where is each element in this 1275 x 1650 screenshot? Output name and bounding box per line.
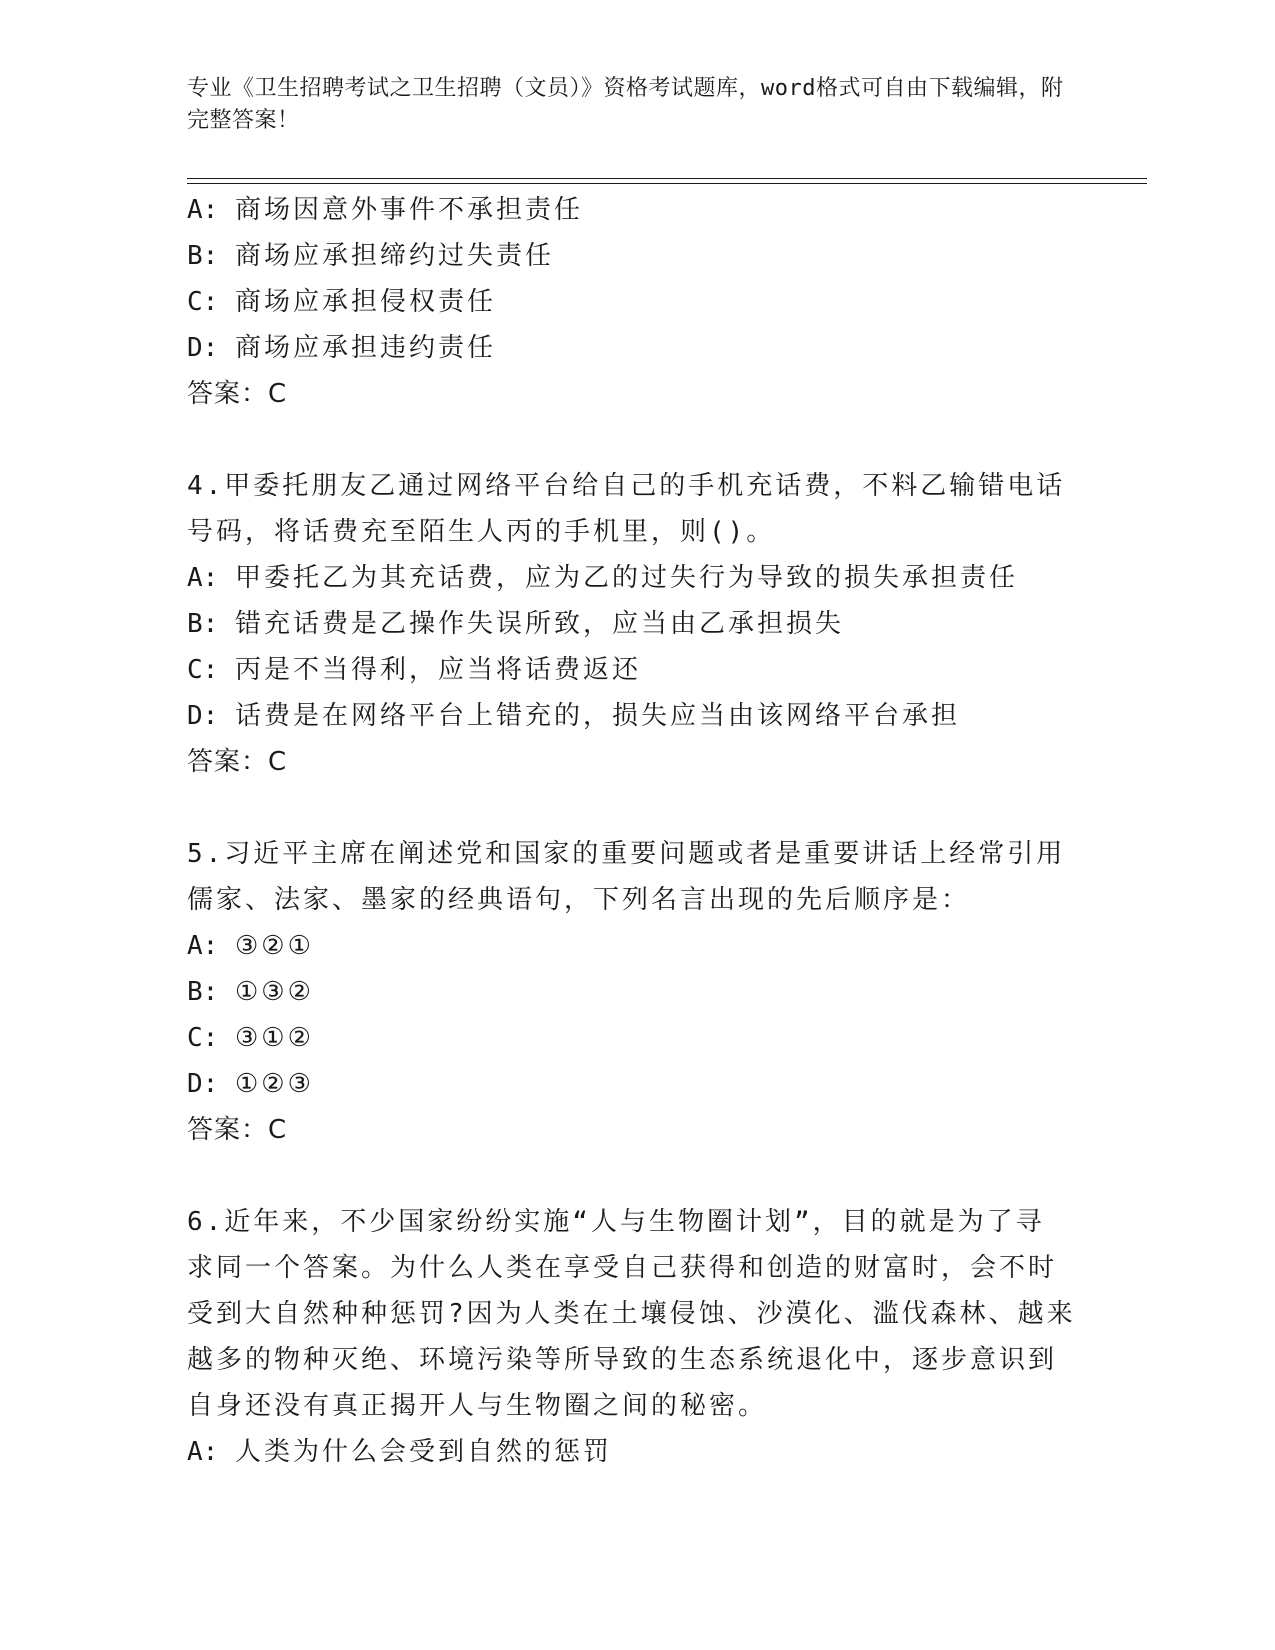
option-d bbox=[187, 325, 1087, 371]
question-text: 4.甲委托朋友乙通过网络平台给自己的手机充话费，不料乙输错电话 bbox=[187, 471, 1066, 501]
option-text: 商场应承担侵权责任 bbox=[235, 287, 497, 317]
document-header: 专业《卫生招聘考试之卫生招聘（文员）》资格考试题库，word格式可自由下载编辑，附完整答案！ bbox=[187, 76, 1064, 133]
option-text: 商场应承担缔约过失责任 bbox=[235, 241, 555, 271]
option-label: A: bbox=[187, 931, 219, 961]
option-a bbox=[187, 555, 1087, 601]
option-text: 错充话费是乙操作失误所致，应当由乙承担损失 bbox=[235, 609, 845, 639]
option-text: 人类为什么会受到自然的惩罚 bbox=[235, 1437, 613, 1467]
option-label: C: bbox=[187, 287, 219, 317]
header-rule-top bbox=[187, 178, 1147, 179]
option-c bbox=[187, 1015, 1087, 1061]
option-a bbox=[187, 923, 1087, 969]
option-text: ①③② bbox=[235, 977, 314, 1007]
option-d bbox=[187, 1061, 1087, 1107]
option-text: ①②③ bbox=[235, 1069, 314, 1099]
question-text: 号码，将话费充至陌生人丙的手机里，则()。 bbox=[187, 517, 776, 547]
option-label: A: bbox=[187, 195, 219, 225]
option-b bbox=[187, 969, 1087, 1015]
option-label: A: bbox=[187, 563, 219, 593]
option-label: B: bbox=[187, 977, 219, 1007]
question-text: 自身还没有真正揭开人与生物圈之间的秘密。 bbox=[187, 1391, 768, 1421]
option-text: 商场因意外事件不承担责任 bbox=[235, 195, 584, 225]
option-label: D: bbox=[187, 333, 219, 363]
option-text: ③①② bbox=[235, 1023, 314, 1053]
answer: 答案：C bbox=[187, 379, 288, 409]
question-text: 儒家、法家、墨家的经典语句，下列名言出现的先后顺序是： bbox=[187, 885, 971, 915]
option-text: 话费是在网络平台上错充的，损失应当由该网络平台承担 bbox=[235, 701, 961, 731]
option-a bbox=[187, 187, 1087, 233]
question-text: 受到大自然种种惩罚?因为人类在土壤侵蚀、沙漠化、滥伐森林、越来 bbox=[187, 1299, 1076, 1329]
option-c bbox=[187, 279, 1087, 325]
option-text: ③②① bbox=[235, 931, 314, 961]
option-d bbox=[187, 693, 1087, 739]
spacer bbox=[187, 417, 1087, 463]
option-text: 甲委托乙为其充话费，应为乙的过失行为导致的损失承担责任 bbox=[235, 563, 1019, 593]
question-text: 5.习近平主席在阐述党和国家的重要问题或者是重要讲话上经常引用 bbox=[187, 839, 1066, 869]
answer: 答案：C bbox=[187, 747, 288, 777]
option-text: 商场应承担违约责任 bbox=[235, 333, 497, 363]
question-5 bbox=[187, 831, 1087, 1153]
header-rule-bottom bbox=[187, 183, 1147, 184]
spacer bbox=[187, 1153, 1087, 1199]
option-b bbox=[187, 233, 1087, 279]
question-4 bbox=[187, 463, 1087, 785]
option-label: A: bbox=[187, 1437, 219, 1467]
option-a bbox=[187, 1429, 1087, 1475]
option-text: 丙是不当得利，应当将话费返还 bbox=[235, 655, 642, 685]
option-label: B: bbox=[187, 609, 219, 639]
option-label: B: bbox=[187, 241, 219, 271]
option-b bbox=[187, 601, 1087, 647]
question-3 bbox=[187, 187, 1087, 417]
spacer bbox=[187, 785, 1087, 831]
question-text: 越多的物种灭绝、环境污染等所导致的生态系统退化中，逐步意识到 bbox=[187, 1345, 1058, 1375]
option-label: C: bbox=[187, 655, 219, 685]
question-text: 求同一个答案。为什么人类在享受自己获得和创造的财富时，会不时 bbox=[187, 1253, 1058, 1283]
option-label: D: bbox=[187, 701, 219, 731]
question-text: 6.近年来，不少国家纷纷实施“人与生物圈计划”，目的就是为了寻 bbox=[187, 1207, 1045, 1237]
option-c bbox=[187, 647, 1087, 693]
option-label: C: bbox=[187, 1023, 219, 1053]
question-6 bbox=[187, 1199, 1087, 1475]
question-list bbox=[187, 187, 1087, 1475]
answer: 答案：C bbox=[187, 1115, 288, 1145]
option-label: D: bbox=[187, 1069, 219, 1099]
